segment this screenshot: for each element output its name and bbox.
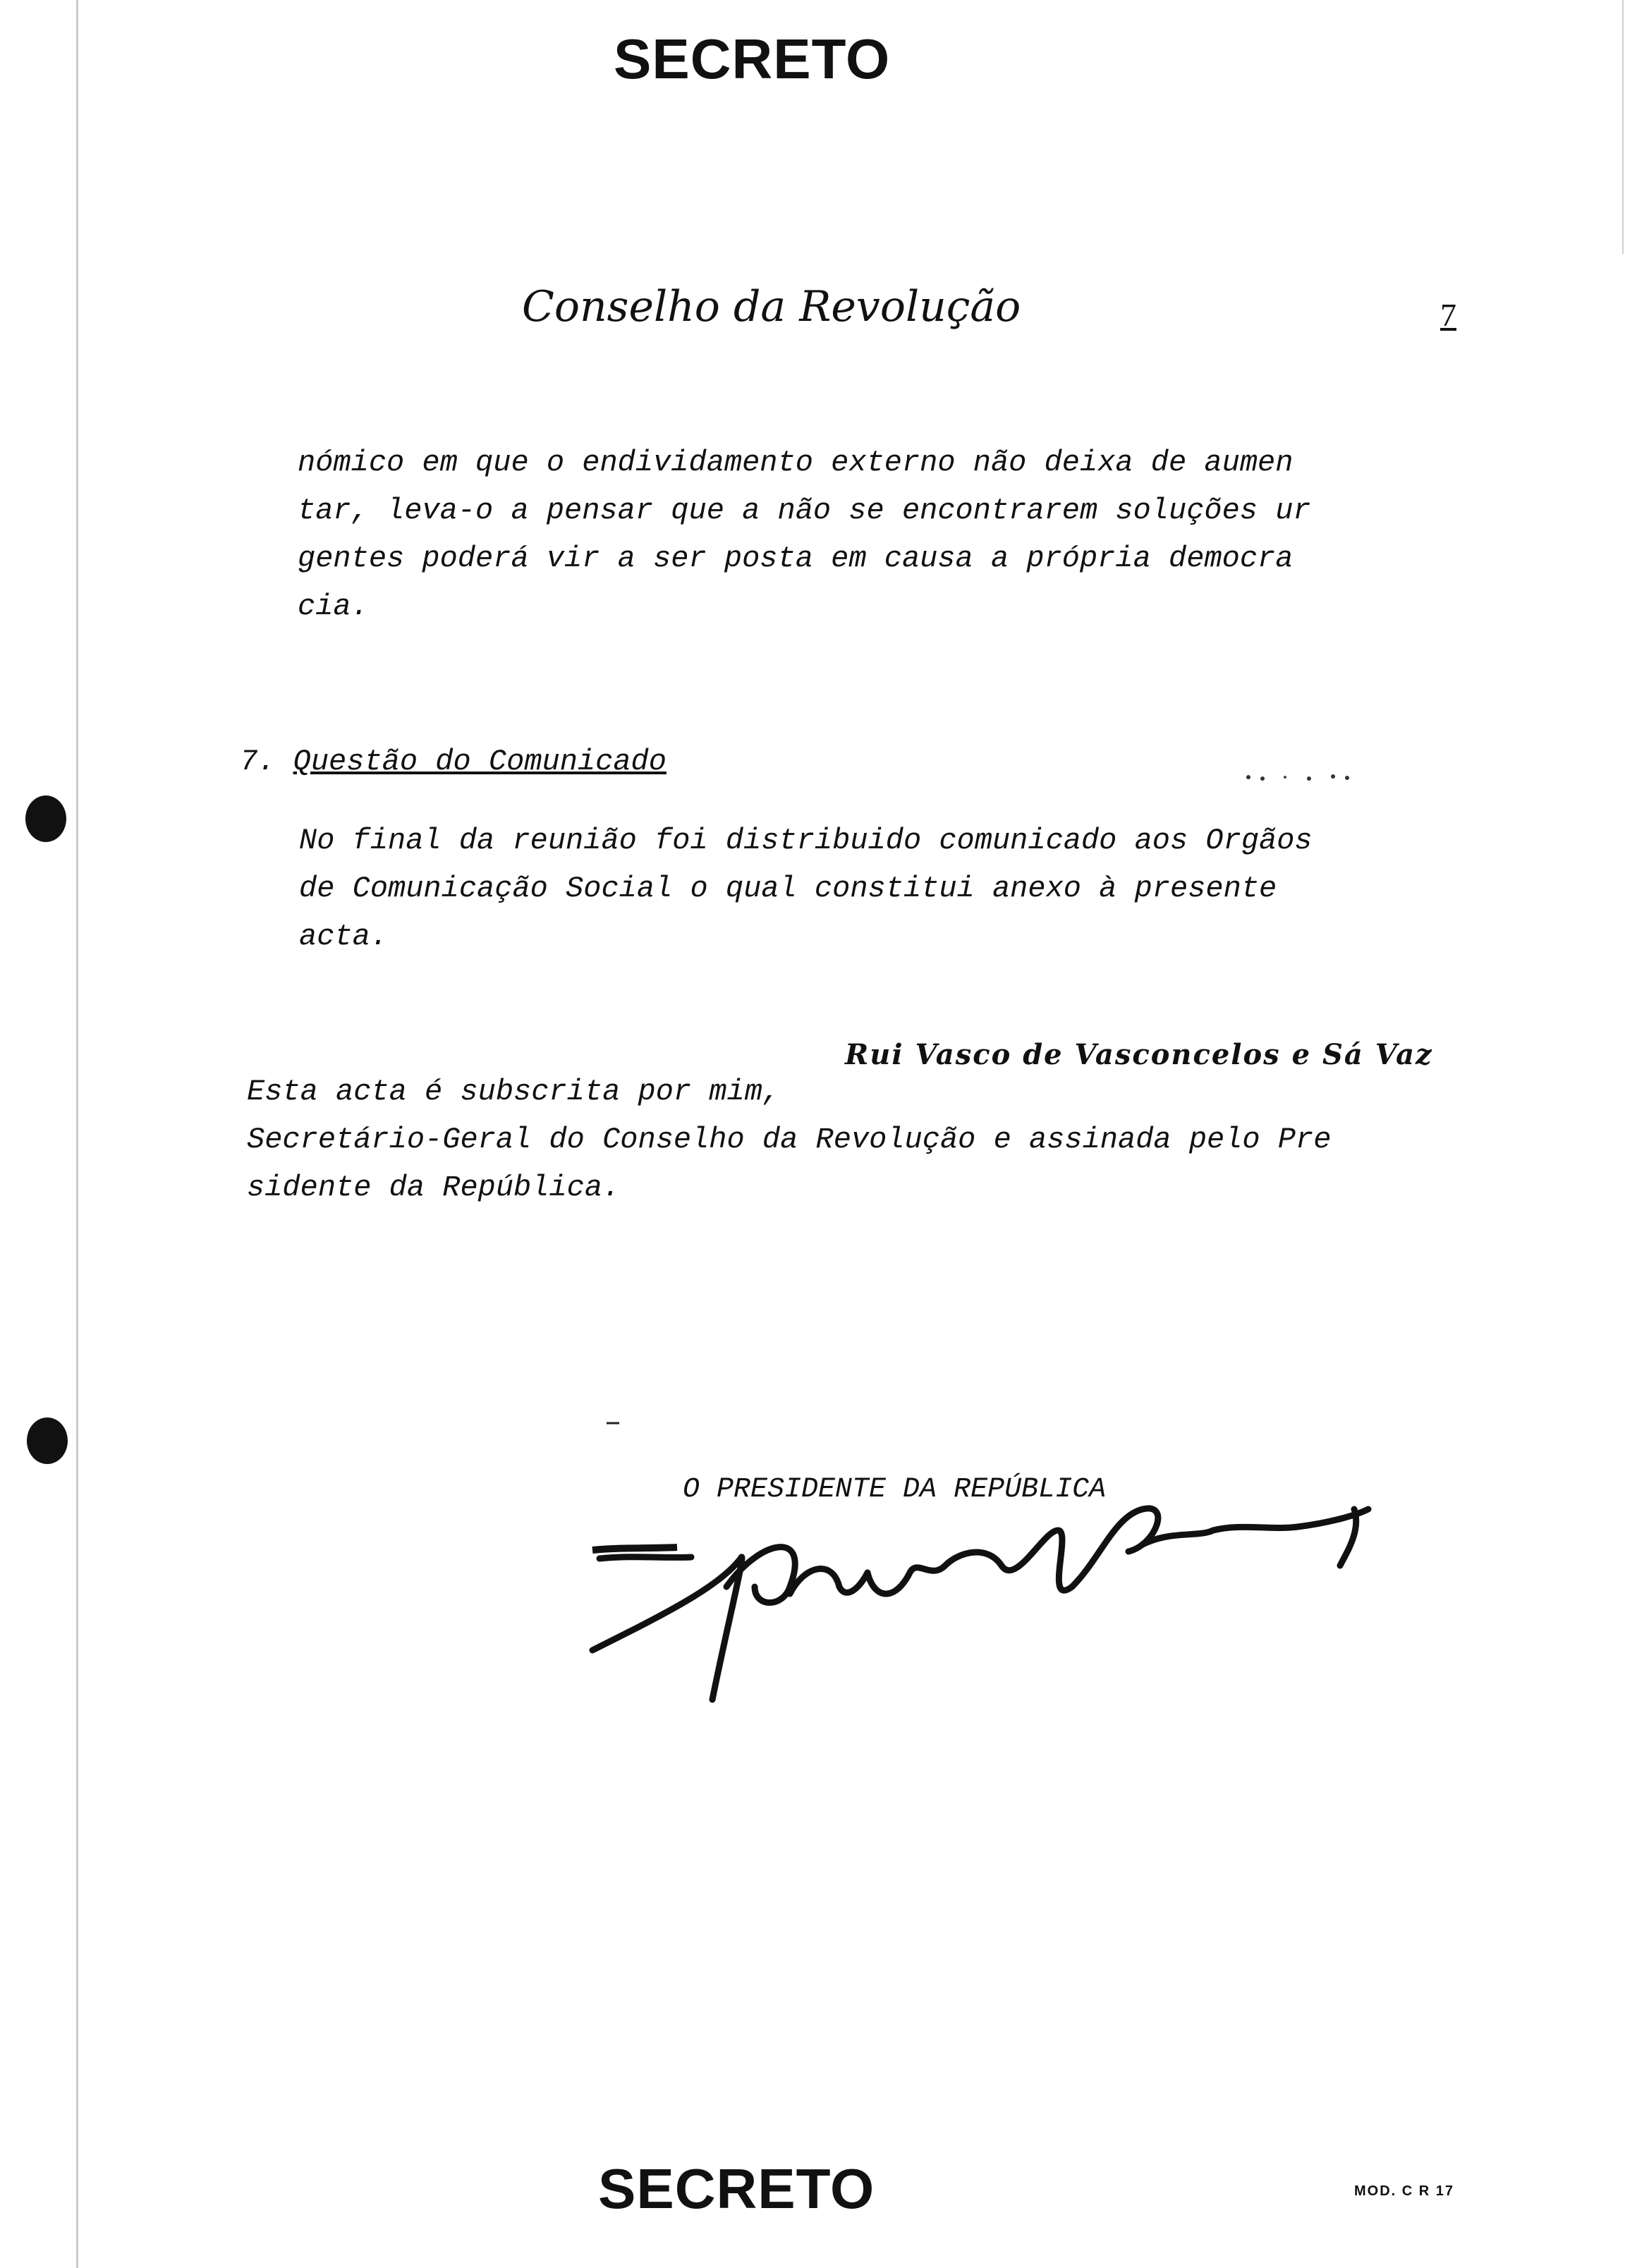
punch-hole-lower (27, 1418, 68, 1464)
president-signature-label: O PRESIDENTE DA REPÚBLICA (683, 1474, 1107, 1506)
continuation-line: cia. (298, 590, 369, 623)
continuation-line: tar, leva-o a pensar que a não se encontrarem soluções ur (298, 494, 1311, 528)
council-letterhead-title: Conselho da Revolução (522, 282, 1021, 331)
left-margin-line (76, 0, 78, 2268)
page-number: 7 (1440, 297, 1456, 333)
section-body-line: acta. (299, 920, 389, 953)
secret-stamp-bottom: SECRETO (598, 2157, 875, 2220)
form-code: MOD. C R 17 (1354, 2183, 1455, 2199)
closing-line: sidente da República. (247, 1171, 621, 1205)
scan-speckle (1241, 769, 1361, 786)
section-number: 7. (240, 745, 276, 779)
secret-stamp-top: SECRETO (614, 28, 891, 90)
punch-hole-upper (25, 795, 66, 842)
closing-line: Secretário-Geral do Conselho da Revolução e assinada pelo Pre (247, 1123, 1332, 1157)
closing-line: Esta acta é subscrita por mim, (247, 1075, 781, 1109)
section-title: Questão do Comunicado (293, 745, 667, 779)
section-body-line: de Comunicação Social o qual constitui anexo à presente (299, 872, 1277, 906)
president-signature (578, 1488, 1389, 1714)
secretary-handwritten-name: Rui Vasco de Vasconcelos e Sá Vaz (845, 1038, 1433, 1071)
section-heading (240, 745, 667, 779)
scan-mark (607, 1420, 621, 1427)
section-body-line: No final da reunião foi distribuido comunicado aos Orgãos (299, 824, 1313, 858)
continuation-line: nómico em que o endividamento externo não deixa de aumen (298, 446, 1294, 480)
continuation-line: gentes poderá vir a ser posta em causa a própria democra (298, 542, 1294, 575)
right-page-edge (1622, 0, 1624, 254)
